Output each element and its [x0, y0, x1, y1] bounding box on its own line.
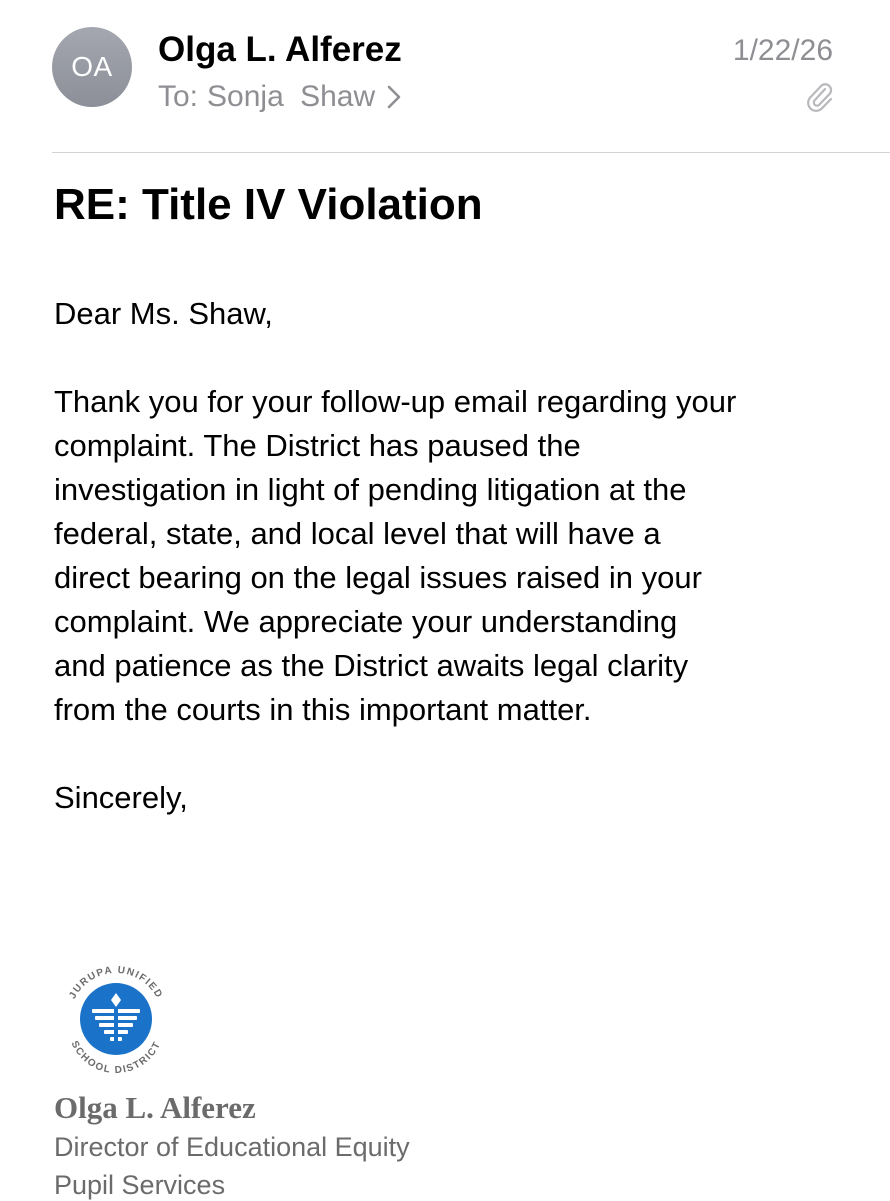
paperclip-icon: [806, 82, 834, 112]
signature-title: Director of Educational Equity: [54, 1132, 410, 1162]
chevron-right-icon[interactable]: [387, 85, 401, 109]
email-subject: RE: Title IV Violation: [54, 180, 483, 229]
avatar-initials: OA: [71, 51, 113, 82]
recipient-name[interactable]: Sonja Shaw: [207, 80, 376, 113]
body-line: complaint. We appreciate your understanding: [54, 604, 678, 639]
signature-name: Olga L. Alferez: [54, 1090, 256, 1125]
email-greeting: Dear Ms. Shaw,: [54, 296, 273, 331]
body-line: direct bearing on the legal issues raised in your: [54, 560, 702, 595]
to-label: To:: [158, 80, 199, 113]
logo-text-top: JURUPA UNIFIED: [67, 964, 165, 1001]
school-district-logo: [52, 955, 180, 1083]
body-line: Thank you for your follow-up email regarding your: [54, 384, 737, 419]
recipient-line[interactable]: [158, 80, 401, 114]
logo-text-bottom: SCHOOL DISTRICT: [68, 1039, 164, 1077]
signature-department: Pupil Services: [54, 1170, 226, 1200]
email-closing: Sincerely,: [54, 780, 188, 815]
body-line: federal, state, and local level that will have a: [54, 516, 661, 551]
email-body: [54, 380, 854, 732]
body-line: and patience as the District awaits legal clarity: [54, 648, 689, 683]
sender-avatar[interactable]: [52, 27, 132, 107]
body-line: from the courts in this important matter.: [54, 692, 592, 727]
sender-name[interactable]: Olga L. Alferez: [158, 30, 402, 69]
body-line: complaint. The District has paused the: [54, 428, 581, 463]
body-line: investigation in light of pending litigation at the: [54, 472, 687, 507]
email-header: [0, 0, 890, 152]
email-date: 1/22/26: [732, 34, 833, 67]
header-divider: [52, 152, 890, 153]
